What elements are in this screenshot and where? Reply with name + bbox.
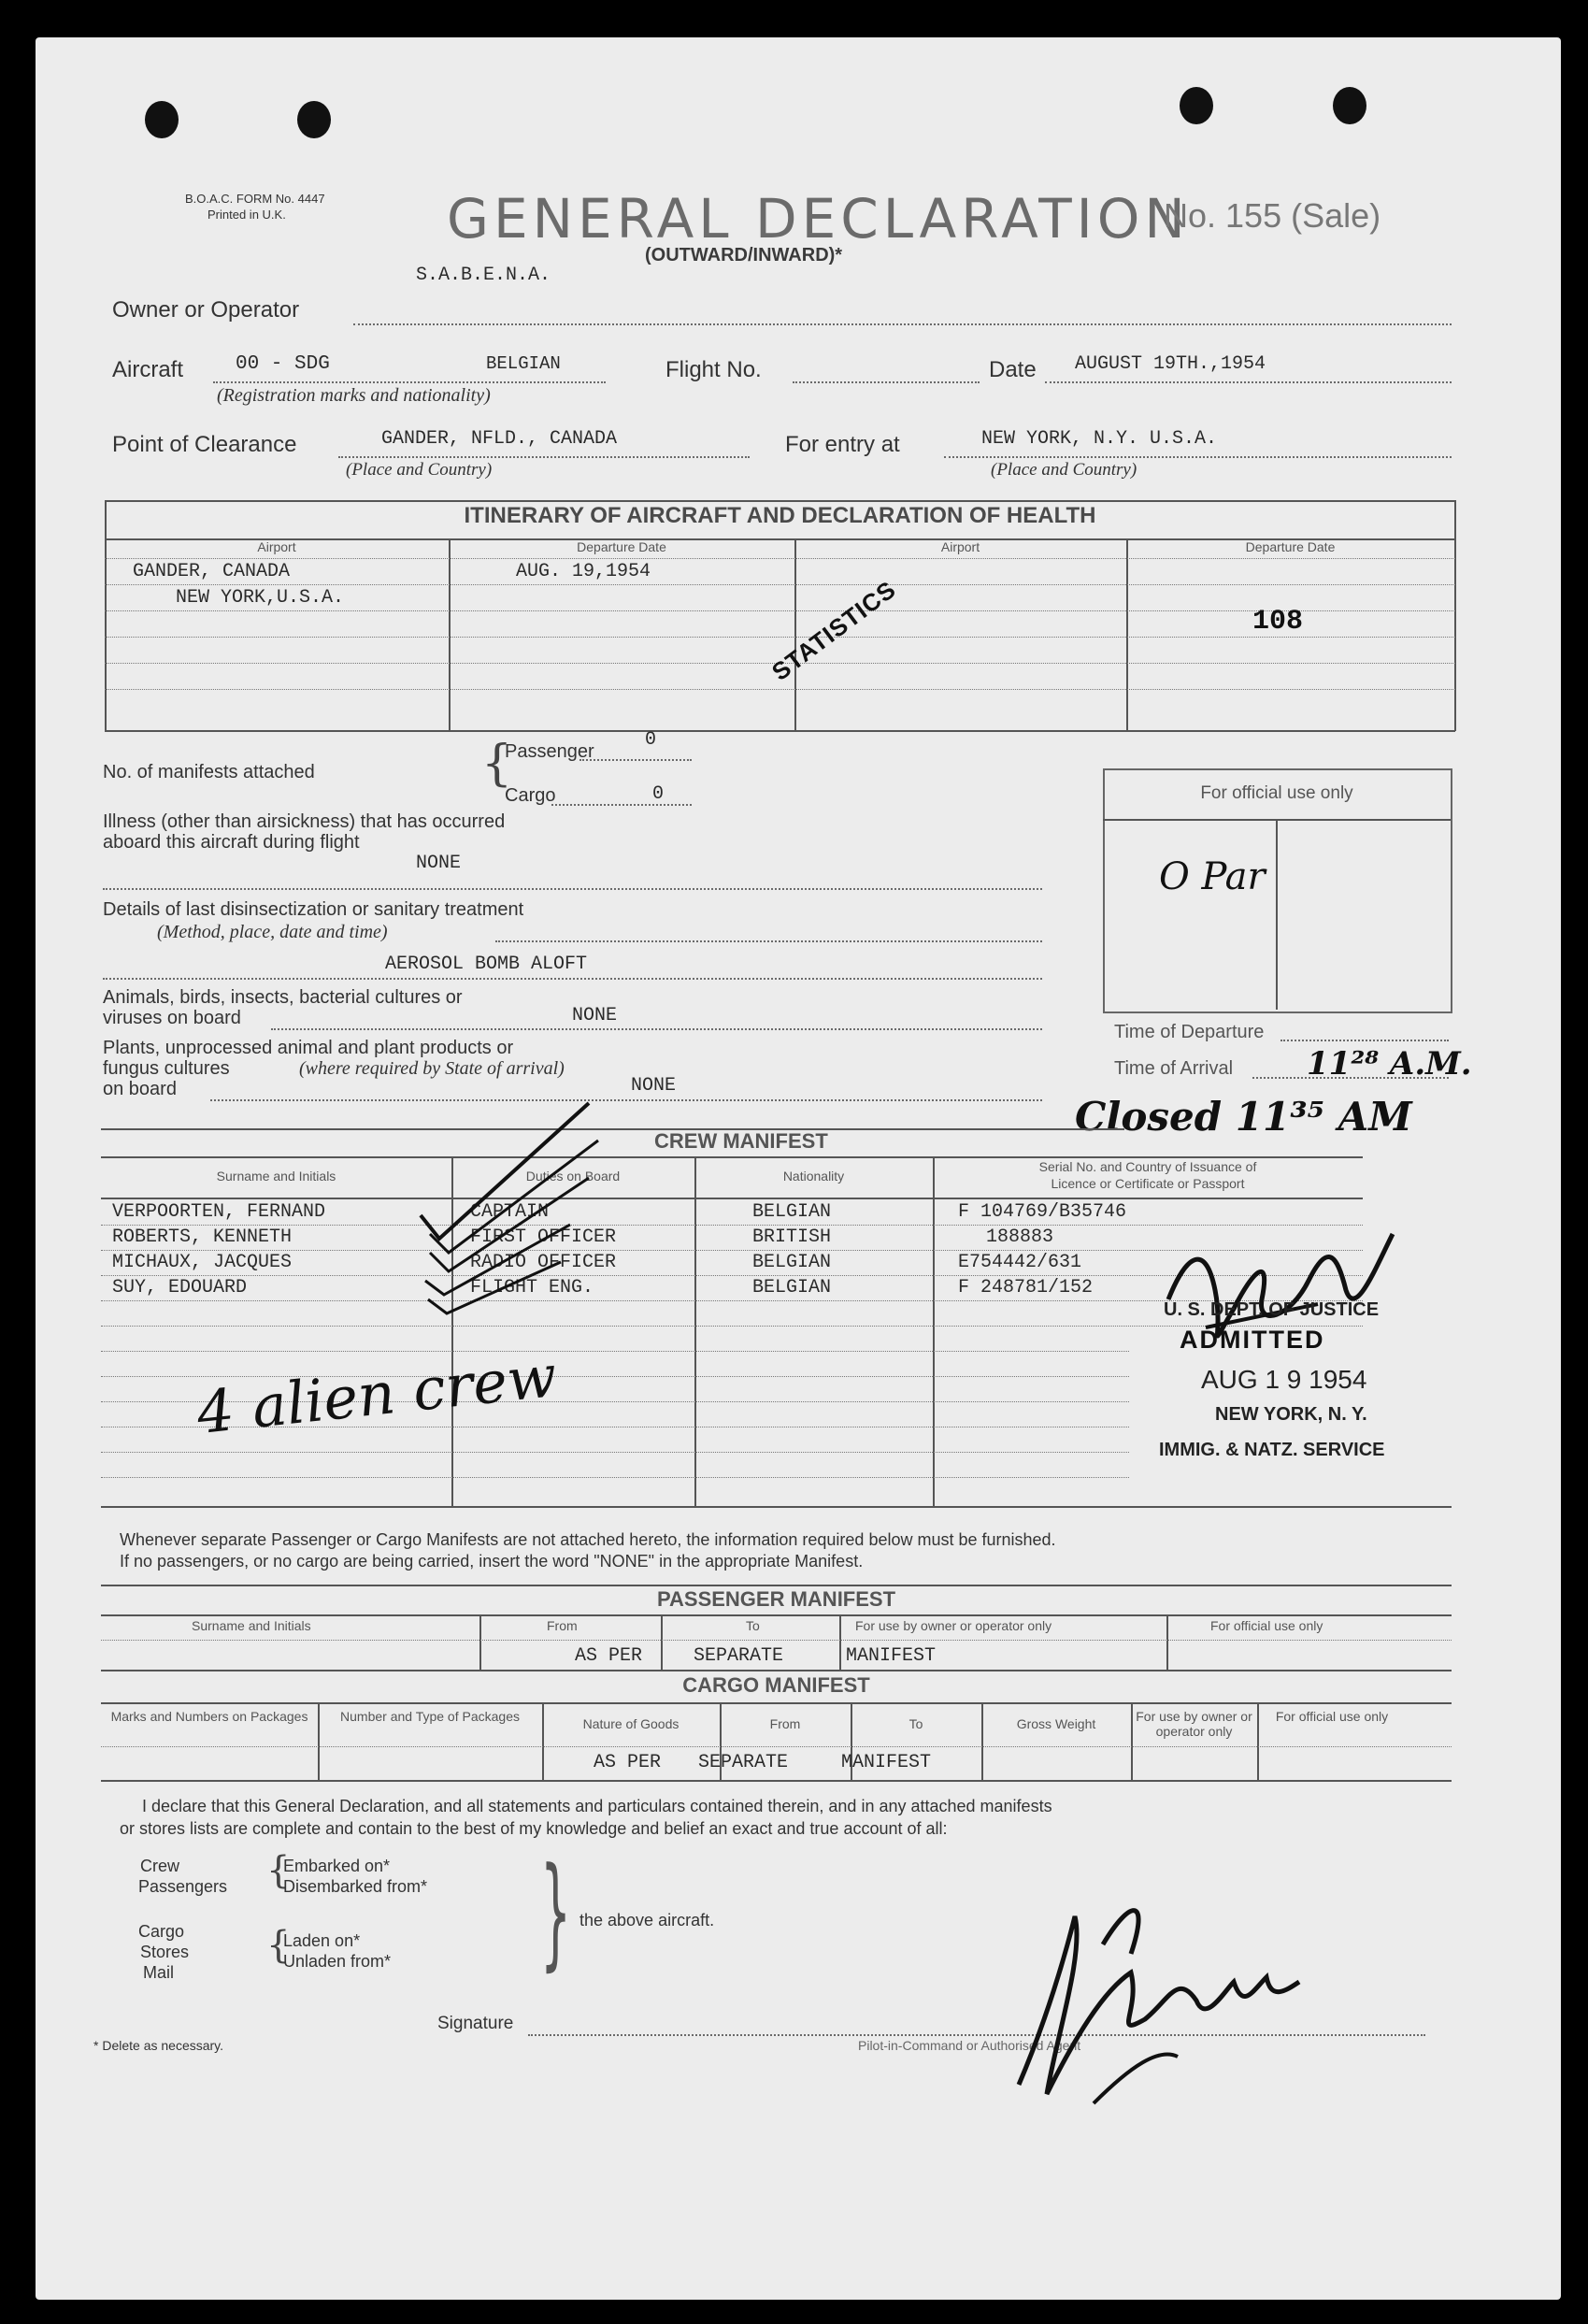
punch-hole bbox=[1333, 87, 1366, 124]
cargo-col-divider bbox=[318, 1702, 320, 1781]
clearance-label: Point of Clearance bbox=[112, 432, 297, 457]
crew-name: VERPOORTEN, FERNAND bbox=[112, 1201, 326, 1223]
animals-label-2: viruses on board bbox=[103, 1008, 241, 1028]
owner-label: Owner or Operator bbox=[112, 297, 300, 323]
declaration-crew: Crew bbox=[140, 1857, 180, 1875]
passenger-col-divider bbox=[479, 1614, 481, 1671]
operator-value: S.A.B.E.N.A. bbox=[416, 265, 551, 286]
passenger-value-1: AS PER bbox=[575, 1645, 643, 1667]
aircraft-label: Aircraft bbox=[112, 357, 184, 382]
illness-label-1: Illness (other than airsickness) that has occurred bbox=[103, 811, 506, 832]
entry-caption: (Place and Country) bbox=[991, 460, 1137, 480]
cargo-col-divider bbox=[542, 1702, 544, 1781]
crew-row-line bbox=[101, 1351, 1129, 1352]
cargo-manifests-line bbox=[551, 804, 692, 806]
passenger-value-3: MANIFEST bbox=[846, 1645, 937, 1667]
passenger-col-official: For official use only bbox=[1210, 1618, 1323, 1633]
check-marks bbox=[402, 1084, 682, 1327]
itinerary-row-line bbox=[105, 584, 1455, 585]
cargo-col-divider bbox=[1131, 1702, 1133, 1781]
cargo-col-marks: Marks and Numbers on Packages bbox=[110, 1709, 308, 1724]
itinerary-title: ITINERARY OF AIRCRAFT AND DECLARATION OF HEALTH bbox=[464, 503, 1096, 528]
stamp-admitted: ADMITTED bbox=[1180, 1326, 1325, 1354]
crew-nationality: BELGIAN bbox=[752, 1277, 832, 1298]
crew-col-nationality: Nationality bbox=[782, 1169, 845, 1184]
pilot-caption: Pilot-in-Command or Authorised Agent bbox=[858, 2038, 1081, 2053]
crew-serial: F 248781/152 bbox=[958, 1277, 1094, 1298]
form-subtitle: (OUTWARD/INWARD)* bbox=[645, 245, 843, 265]
flight-line bbox=[793, 381, 980, 383]
disinsect-value: AEROSOL BOMB ALOFT bbox=[385, 954, 588, 975]
itinerary-airport-2: NEW YORK,U.S.A. bbox=[176, 587, 345, 609]
itinerary-col-departure-2: Departure Date bbox=[1245, 539, 1336, 554]
itinerary-col-divider bbox=[449, 538, 451, 731]
itinerary-bottom-border bbox=[105, 730, 1455, 732]
crew-row-line bbox=[101, 1452, 1129, 1453]
cargo-manifests-value: 0 bbox=[652, 783, 665, 805]
itinerary-col-airport: Airport bbox=[257, 539, 296, 554]
stamp-department: U. S. DEPT. OF JUSTICE bbox=[1164, 1299, 1380, 1320]
closed-time-hand: Closed 11³⁵ AM bbox=[1075, 1094, 1412, 1140]
statistics-stamp: STATISTICS bbox=[766, 575, 902, 686]
declaration-mail: Mail bbox=[143, 1963, 175, 1982]
form-number: B.O.A.C. FORM No. 4447 bbox=[185, 192, 325, 206]
animals-line bbox=[271, 1028, 1042, 1030]
declaration-stores: Stores bbox=[140, 1943, 190, 1961]
manifests-label: No. of manifests attached bbox=[103, 762, 315, 782]
crew-bottom-border bbox=[101, 1506, 1452, 1508]
signature-label: Signature bbox=[437, 2014, 514, 2033]
cargo-col-divider bbox=[1257, 1702, 1259, 1781]
passenger-col-from: From bbox=[547, 1618, 578, 1633]
crew-manifest-title: CREW MANIFEST bbox=[654, 1129, 828, 1153]
crew-name: SUY, EDOUARD bbox=[112, 1277, 248, 1298]
itinerary-col-departure: Departure Date bbox=[577, 539, 666, 554]
crew-nationality: BELGIAN bbox=[752, 1201, 832, 1223]
itinerary-top-border bbox=[105, 500, 1455, 502]
passenger-col-name: Surname and Initials bbox=[192, 1618, 311, 1633]
itinerary-col-divider bbox=[1126, 538, 1128, 731]
crew-hand-note: 4 alien crew bbox=[193, 1341, 560, 1447]
cargo-header-line bbox=[101, 1702, 1452, 1704]
plants-value: NONE bbox=[631, 1075, 677, 1097]
declaration-disembarked: Disembarked from* bbox=[283, 1877, 428, 1896]
declaration-big-brace: } bbox=[540, 1841, 572, 1983]
crew-duty: FLIGHT ENG. bbox=[470, 1277, 594, 1298]
cargo-col-divider bbox=[981, 1702, 983, 1781]
disinsect-caption: (Method, place, date and time) bbox=[157, 922, 388, 942]
crew-col-serial: Serial No. and Country of Issuance of bbox=[1038, 1159, 1257, 1174]
animals-value: NONE bbox=[572, 1005, 618, 1026]
cargo-col-owner: For use by owner or operator only bbox=[1136, 1709, 1252, 1739]
itinerary-col-airport-2: Airport bbox=[940, 539, 980, 554]
arrival-time-label: Time of Arrival bbox=[1114, 1058, 1234, 1079]
cargo-bottom-border bbox=[101, 1780, 1452, 1782]
date-label: Date bbox=[989, 357, 1037, 382]
itinerary-right-border bbox=[1454, 500, 1456, 731]
passenger-col-divider bbox=[1166, 1614, 1168, 1671]
disinsect-line-2 bbox=[103, 978, 1042, 980]
crew-serial: F 104769/B35746 bbox=[958, 1201, 1127, 1223]
itinerary-date-1: AUG. 19,1954 bbox=[516, 561, 651, 582]
crew-duty: FIRST OFFICER bbox=[470, 1227, 617, 1248]
cargo-col-from: From bbox=[769, 1716, 801, 1731]
passenger-manifests-label: Passenger bbox=[505, 741, 594, 762]
animals-label-1: Animals, birds, insects, bacterial cultures or bbox=[103, 987, 463, 1008]
punch-hole bbox=[145, 101, 179, 138]
crew-duty: CAPTAIN bbox=[470, 1201, 550, 1223]
illness-line bbox=[103, 888, 1042, 890]
crew-col-divider bbox=[933, 1156, 935, 1507]
cargo-col-weight: Gross Weight bbox=[1016, 1716, 1096, 1731]
crew-name: MICHAUX, JACQUES bbox=[112, 1252, 293, 1273]
illness-value: NONE bbox=[416, 853, 462, 874]
aircraft-nationality: BELGIAN bbox=[486, 353, 561, 374]
laden-brace: { bbox=[266, 1924, 291, 1967]
itinerary-airport-1: GANDER, CANADA bbox=[133, 561, 291, 582]
arrival-time-hand: 11²⁸ A.M. bbox=[1307, 1045, 1472, 1083]
aircraft-line bbox=[213, 381, 606, 383]
passenger-header-line bbox=[101, 1614, 1452, 1616]
official-use-title: For official use only bbox=[1200, 783, 1353, 803]
declaration-unladen: Unladen from* bbox=[283, 1952, 392, 1971]
aircraft-caption: (Registration marks and nationality) bbox=[217, 385, 491, 406]
punch-hole bbox=[1180, 87, 1213, 124]
embark-brace: { bbox=[266, 1849, 291, 1892]
declaration-number: No. 155 (Sale) bbox=[1164, 196, 1381, 235]
official-use-divider bbox=[1276, 819, 1278, 1010]
notice-line-1: Whenever separate Passenger or Cargo Manifests are not attached hereto, the information required below must be furnished. bbox=[120, 1530, 1056, 1549]
declaration-passengers: Passengers bbox=[138, 1877, 228, 1896]
passenger-manifest-title: PASSENGER MANIFEST bbox=[656, 1587, 896, 1611]
declaration-cargo: Cargo bbox=[138, 1922, 185, 1941]
entry-value: NEW YORK, N.Y. U.S.A. bbox=[981, 428, 1218, 450]
declaration-laden: Laden on* bbox=[283, 1931, 361, 1950]
passenger-manifests-value: 0 bbox=[645, 729, 657, 751]
passenger-top-border bbox=[101, 1585, 1452, 1586]
plants-label-2: fungus cultures bbox=[103, 1058, 230, 1079]
official-hand-mark: O Par bbox=[1159, 855, 1266, 898]
entry-line bbox=[944, 456, 1452, 458]
crew-nationality: BRITISH bbox=[752, 1227, 832, 1248]
plants-label-1: Plants, unprocessed animal and plant products or bbox=[103, 1038, 514, 1058]
cargo-col-packages: Number and Type of Packages bbox=[340, 1709, 520, 1724]
cargo-value-3: MANIFEST bbox=[841, 1752, 932, 1773]
crew-row-line bbox=[101, 1477, 1129, 1478]
crew-col-name: Surname and Initials bbox=[216, 1169, 336, 1184]
itinerary-col-divider bbox=[794, 538, 796, 731]
cargo-value-2: SEPARATE bbox=[698, 1752, 789, 1773]
crew-duty: RADIO OFFICER bbox=[470, 1252, 617, 1273]
disinsect-line-1 bbox=[495, 940, 1042, 942]
declaration-text-1: I declare that this General Declaration, and all statements and particulars contained therein, and in any attached manifests bbox=[142, 1797, 1052, 1815]
passenger-col-owner: For use by owner or operator only bbox=[855, 1618, 1052, 1633]
passenger-bottom-border bbox=[101, 1670, 1452, 1671]
declaration-embarked: Embarked on* bbox=[283, 1857, 391, 1875]
cargo-value-1: AS PER bbox=[594, 1752, 662, 1773]
plants-label-3: on board bbox=[103, 1079, 177, 1099]
pilot-signature bbox=[944, 1879, 1337, 2122]
stamp-location: NEW YORK, N. Y. bbox=[1215, 1404, 1367, 1425]
passenger-col-divider bbox=[839, 1614, 841, 1671]
itinerary-row-line bbox=[105, 689, 1455, 690]
official-use-box bbox=[1103, 768, 1452, 1013]
printed-note: Printed in U.K. bbox=[207, 208, 286, 222]
itinerary-left-border bbox=[105, 500, 107, 731]
disinsect-label: Details of last disinsectization or sanitary treatment bbox=[103, 899, 524, 920]
crew-col-duties: Duties on Board bbox=[525, 1169, 621, 1184]
crew-nationality: BELGIAN bbox=[752, 1252, 832, 1273]
punch-hole bbox=[297, 101, 331, 138]
owner-line bbox=[353, 323, 1452, 325]
delete-note: * Delete as necessary. bbox=[93, 2038, 224, 2053]
cargo-manifests-label: Cargo bbox=[505, 785, 556, 806]
cargo-col-goods: Nature of Goods bbox=[582, 1716, 680, 1731]
crew-name: ROBERTS, KENNETH bbox=[112, 1227, 293, 1248]
declaration-text-2: or stores lists are complete and contain to the best of my knowledge and belief an exact and true account of all: bbox=[120, 1819, 948, 1838]
aircraft-registration: 00 - SDG bbox=[236, 353, 330, 375]
itinerary-row-line bbox=[105, 558, 1455, 559]
crew-col-licence: Licence or Certificate or Passport bbox=[1051, 1176, 1245, 1191]
form-title: GENERAL DECLARATION bbox=[447, 187, 1190, 251]
notice-line-2: If no passengers, or no cargo are being carried, insert the word "NONE" in the appropriate Manifest. bbox=[120, 1552, 864, 1571]
passenger-col-to: To bbox=[746, 1618, 760, 1633]
illness-label-2: aboard this aircraft during flight bbox=[103, 832, 360, 853]
passenger-manifests-line bbox=[579, 759, 692, 761]
crew-serial: 188883 bbox=[986, 1227, 1054, 1248]
passenger-value-2: SEPARATE bbox=[694, 1645, 784, 1667]
cargo-col-official: For official use only bbox=[1275, 1709, 1389, 1724]
crew-header-top bbox=[101, 1156, 1363, 1158]
departure-time-line bbox=[1280, 1040, 1449, 1041]
cargo-row-line bbox=[101, 1746, 1452, 1747]
passenger-col-divider bbox=[661, 1614, 663, 1671]
stamp-date: AUG 1 9 1954 bbox=[1201, 1365, 1367, 1394]
departure-time-label: Time of Departure bbox=[1114, 1022, 1265, 1042]
cargo-manifest-title: CARGO MANIFEST bbox=[682, 1673, 870, 1697]
flight-label: Flight No. bbox=[665, 357, 762, 382]
cargo-col-to: To bbox=[908, 1716, 923, 1731]
date-line bbox=[1045, 381, 1452, 383]
manifest-brace: { bbox=[481, 736, 513, 792]
entry-label: For entry at bbox=[785, 432, 900, 457]
passenger-row-line bbox=[101, 1640, 1452, 1641]
date-value: AUGUST 19TH.,1954 bbox=[1075, 353, 1266, 375]
plants-caption: (where required by State of arrival) bbox=[299, 1058, 565, 1079]
crew-header-bottom bbox=[101, 1198, 1363, 1199]
clearance-caption: (Place and Country) bbox=[346, 460, 493, 480]
crew-serial: E754442/631 bbox=[958, 1252, 1082, 1273]
clearance-line bbox=[338, 456, 750, 458]
clearance-value: GANDER, NFLD., CANADA bbox=[381, 428, 618, 450]
stamp-service: IMMIG. & NATZ. SERVICE bbox=[1159, 1440, 1385, 1460]
itinerary-number: 108 bbox=[1252, 606, 1304, 638]
crew-col-divider bbox=[694, 1156, 696, 1507]
declaration-above-aircraft: the above aircraft. bbox=[579, 1911, 715, 1929]
